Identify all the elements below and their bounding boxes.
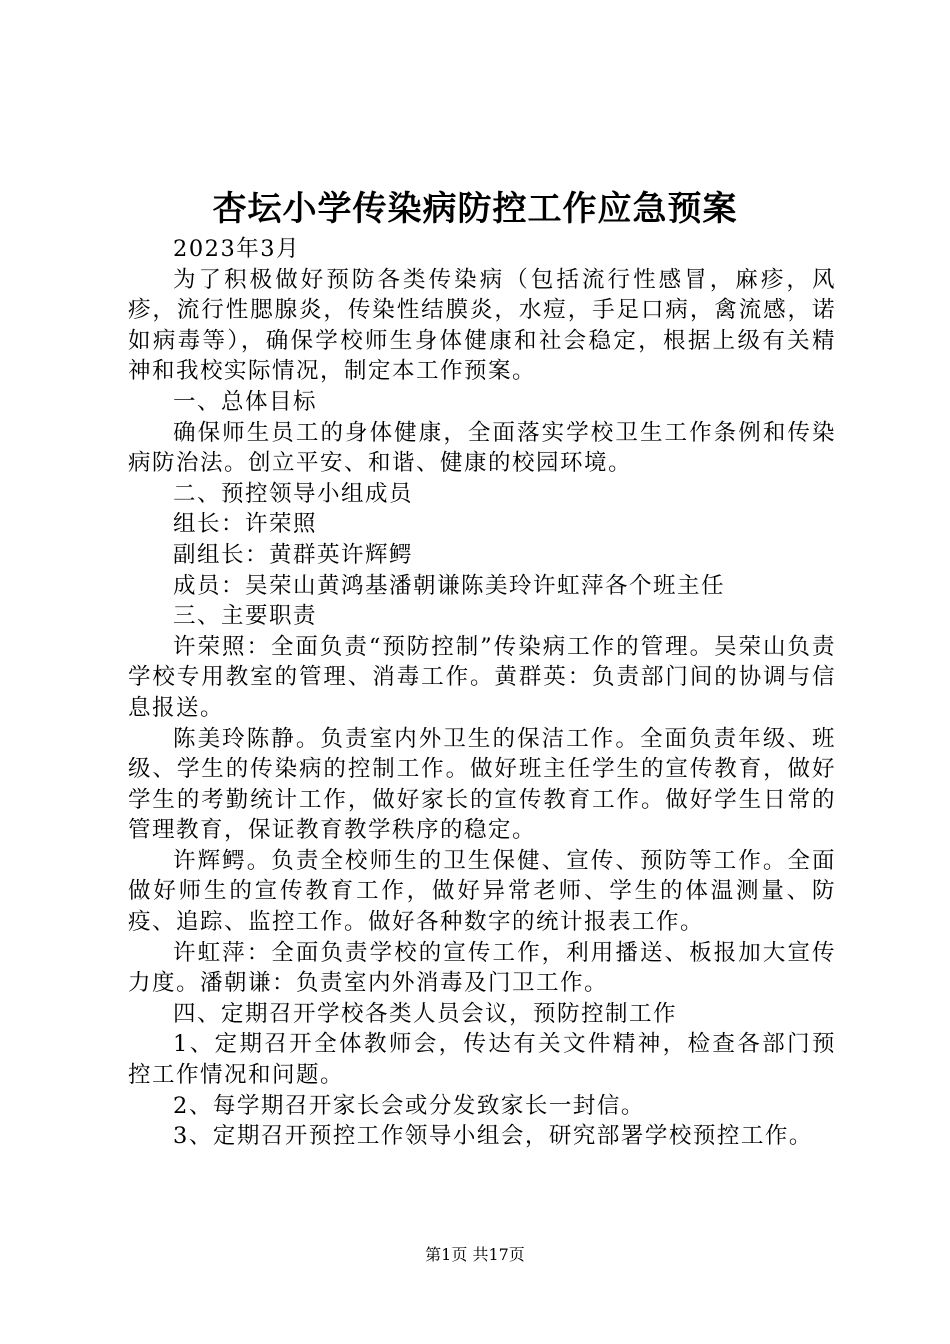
document-body <box>128 234 836 1152</box>
leader-line: 组长：许荣照 <box>173 511 318 538</box>
intro-paragraph: 为了积极做好预防各类传染病（包括流行性感冒，麻疹，风疹，流行性腮腺炎，传染性结膜炎，水痘，手足口病，禽流感，诺如病毒等），确保学校师生身体健康和社会稳定，根据上级有关精神和我校实际情况，制定本工作预案。 <box>128 266 836 385</box>
deputy-leader-line: 副组长：黄群英许辉鳄 <box>173 541 414 568</box>
section-heading-leadership: 二、预控领导小组成员 <box>173 480 414 507</box>
meeting-item-1: 1、定期召开全体教师会，传达有关文件精神，检查各部门预控工作情况和问题。 <box>128 1031 836 1089</box>
duties-paragraph-3: 许辉鳄。负责全校师生的卫生保健、宣传、预防等工作。全面做好师生的宣传教育工作，做好异常老师、学生的体温测量、防疫、追踪、监控工作。做好各种数字的统计报表工作。 <box>128 847 836 936</box>
duties-paragraph-1: 许荣照：全面负责“预防控制”传染病工作的管理。吴荣山负责学校专用教室的管理、消毒工作。黄群英：负责部门间的协调与信息报送。 <box>128 633 836 721</box>
page-number-footer: 第1页 共17页 <box>425 1245 525 1264</box>
meeting-item-2: 2、每学期召开家长会或分发致家长一封信。 <box>173 1092 645 1119</box>
meeting-item-3: 3、定期召开预控工作领导小组会，研究部署学校预控工作。 <box>173 1123 813 1150</box>
goals-paragraph: 确保师生员工的身体健康，全面落实学校卫生工作条例和传染病防治法。创立平安、和谐、健康的校园环境。 <box>128 419 836 477</box>
members-line: 成员：吴荣山黄鸿基潘朝谦陈美玲许虹萍各个班主任 <box>173 572 726 599</box>
date-line: 2023年3月 <box>173 236 301 262</box>
duties-paragraph-4: 许虹萍：全面负责学校的宣传工作，利用播送、板报加大宣传力度。潘朝谦：负责室内外消毒及门卫工作。 <box>128 939 836 997</box>
section-heading-goals: 一、总体目标 <box>173 388 318 415</box>
section-heading-duties: 三、主要职责 <box>173 603 318 630</box>
section-heading-meetings: 四、定期召开学校各类人员会议，预防控制工作 <box>173 1000 678 1027</box>
duties-paragraph-2: 陈美玲陈静。负责室内外卫生的保洁工作。全面负责年级、班级、学生的传染病的控制工作。做好班主任学生的宣传教育，做好学生的考勤统计工作，做好家长的宣传教育工作。做好学生日常的管理教育，保证教育教学秩序的稳定。 <box>128 725 836 844</box>
document-title: 杏坛小学传染病防控工作应急预案 <box>212 189 738 229</box>
